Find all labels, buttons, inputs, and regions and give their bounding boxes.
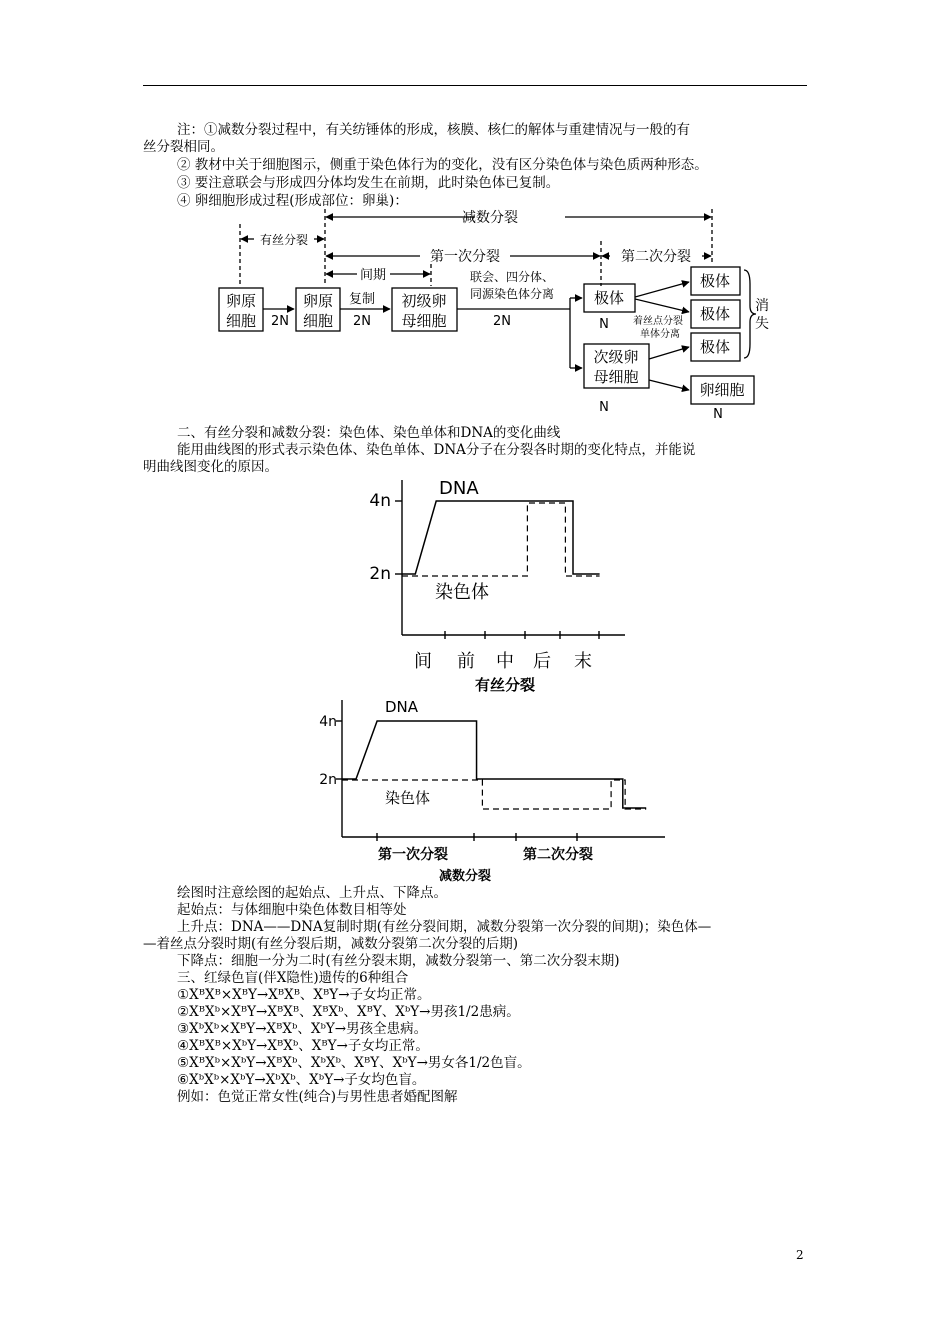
- note-4: ④ 卵细胞形成过程(形成部位：卵巢)：: [177, 193, 408, 209]
- x-tick-label: 中: [496, 651, 514, 672]
- oogonium2-label-1: 卵原: [302, 292, 334, 310]
- meiosis-chart: [315, 695, 670, 885]
- cross-3: ③XᵇXᵇ×XᴮY→XᴮXᵇ、XᵇY→男孩全患病。: [177, 1021, 428, 1037]
- y-tick-2n: 2n: [319, 772, 337, 788]
- ploidy-2n-1: 2N: [271, 314, 289, 329]
- secondary-oocyte-label-2: 母细胞: [593, 368, 639, 386]
- synapsis-label-1: 联会、四分体、: [469, 270, 555, 284]
- disappear-1: 消: [755, 298, 769, 314]
- second-division-label: 第二次分裂: [621, 249, 691, 265]
- replication-label: 复制: [348, 292, 376, 307]
- oogonium-label-2: 细胞: [225, 312, 257, 330]
- drawing-note-1: 起始点：与体细胞中染色体数目相等处: [177, 902, 407, 918]
- mitosis-label: 有丝分裂: [259, 233, 309, 247]
- secondary-oocyte-label-1: 次级卵: [593, 348, 639, 366]
- interphase-label: 间期: [359, 268, 387, 283]
- synapsis-label-2: 同源染色体分离: [469, 287, 555, 301]
- cross-6: ⑥XᵇXᵇ×XᵇY→XᵇXᵇ、XᵇY→子女均色盲。: [177, 1072, 426, 1088]
- y-tick-4n: 4n: [369, 491, 391, 511]
- x-tick-label: 间: [414, 651, 432, 672]
- primary-oocyte-label-1: 初级卵: [401, 292, 447, 310]
- series-line-dna: [402, 501, 600, 574]
- dna-series-label: DNA: [439, 478, 479, 499]
- x-tick-label: 第一次分裂: [378, 847, 448, 863]
- note-3: ③ 要注意联会与形成四分体均发生在前期，此时染色体已复制。: [177, 175, 560, 191]
- egg-label: 卵细胞: [699, 381, 745, 399]
- oogonium-label-1: 卵原: [225, 292, 257, 310]
- note-2: ② 教材中关于细胞图示，侧重于染色体行为的变化，没有区分染色体与染色质两种形态。: [177, 157, 708, 173]
- ploidy-n-3: N: [713, 407, 723, 422]
- primary-oocyte-label-2: 母细胞: [401, 312, 447, 330]
- ploidy-n-2: N: [599, 400, 609, 415]
- drawing-note-4: 下降点：细胞一分为二时(有丝分裂末期，减数分裂第一、第二次分裂末期): [177, 953, 620, 969]
- y-tick-4n: 4n: [319, 714, 337, 730]
- dna-series-label: DNA: [385, 698, 419, 716]
- chromosome-series-label: 染色体: [385, 789, 431, 807]
- mitosis-chart: [355, 472, 635, 692]
- drawing-note-2: 上升点：DNA——DNA复制时期(有丝分裂间期，减数分裂第一次分裂的间期)；染色体—: [177, 919, 712, 935]
- drawing-note-3: —着丝点分裂时期(有丝分裂后期，减数分裂第二次分裂的后期): [143, 936, 519, 952]
- cross-2: ②XᴮXᵇ×XᴮY→XᴮXᴮ、XᴮXᵇ、XᴮY、XᵇY→男孩1/2患病。: [177, 1004, 520, 1020]
- x-tick-label: 后: [533, 651, 551, 672]
- section3-title: 三、红绿色盲(伴X隐性)遗传的6种组合: [177, 970, 409, 986]
- meiosis-label: 减数分裂: [462, 210, 518, 226]
- ploidy-2n-3: 2N: [493, 314, 511, 329]
- section2-title: 二、有丝分裂和减数分裂：染色体、染色单体和DNA的变化曲线: [177, 425, 561, 441]
- centromere-split-1: 着丝点分裂: [633, 316, 683, 327]
- centromere-split-2: 单体分离: [640, 329, 680, 340]
- series-line-chromosome: [402, 503, 600, 576]
- example-line: 例如：色觉正常女性(纯合)与男性患者婚配图解: [177, 1089, 458, 1105]
- cross-1: ①XᴮXᴮ×XᴮY→XᴮXᴮ、XᴮY→子女均正常。: [177, 987, 431, 1003]
- cross-5: ⑤XᴮXᵇ×XᵇY→XᴮXᵇ、XᵇXᵇ、XᴮY、XᵇY→男女各1/2色盲。: [177, 1055, 531, 1071]
- ploidy-n-1: N: [599, 317, 609, 332]
- page-number: 2: [796, 1248, 804, 1262]
- note-1: 注：①减数分裂过程中，有关纺锤体的形成，核膜、核仁的解体与重建情况与一般的有: [177, 122, 690, 138]
- chromosome-series-label: 染色体: [435, 582, 489, 603]
- section2-desc-1: 能用曲线图的形式表示染色体、染色单体、DNA分子在分裂各时期的变化特点，并能说: [177, 442, 696, 458]
- first-division-label: 第一次分裂: [430, 249, 500, 265]
- header-rule: [143, 85, 807, 86]
- mitosis-chart-title: 有丝分裂: [474, 676, 536, 692]
- meiosis-chart-title: 减数分裂: [438, 869, 492, 884]
- x-tick-label: 第二次分裂: [523, 847, 593, 863]
- polar-body-2: 极体: [699, 272, 731, 290]
- oogonium2-label-2: 细胞: [302, 312, 334, 330]
- ploidy-2n-2: 2N: [353, 314, 371, 329]
- x-tick-label: 前: [457, 651, 475, 672]
- y-tick-2n: 2n: [369, 564, 391, 584]
- cross-4: ④XᴮXᴮ×XᵇY→XᴮXᵇ、XᴮY→子女均正常。: [177, 1038, 429, 1054]
- polar-body-3: 极体: [699, 305, 731, 323]
- note-1-cont: 丝分裂相同。: [143, 139, 224, 155]
- x-tick-label: 末: [574, 651, 592, 672]
- drawing-note-0: 绘图时注意绘图的起始点、上升点、下降点。: [177, 885, 447, 901]
- polar-body-4: 极体: [699, 338, 731, 356]
- oogenesis-diagram: [210, 204, 780, 424]
- polar-body-1: 极体: [593, 289, 625, 307]
- section2-desc-2: 明曲线图变化的原因。: [143, 459, 278, 475]
- disappear-2: 失: [755, 316, 769, 332]
